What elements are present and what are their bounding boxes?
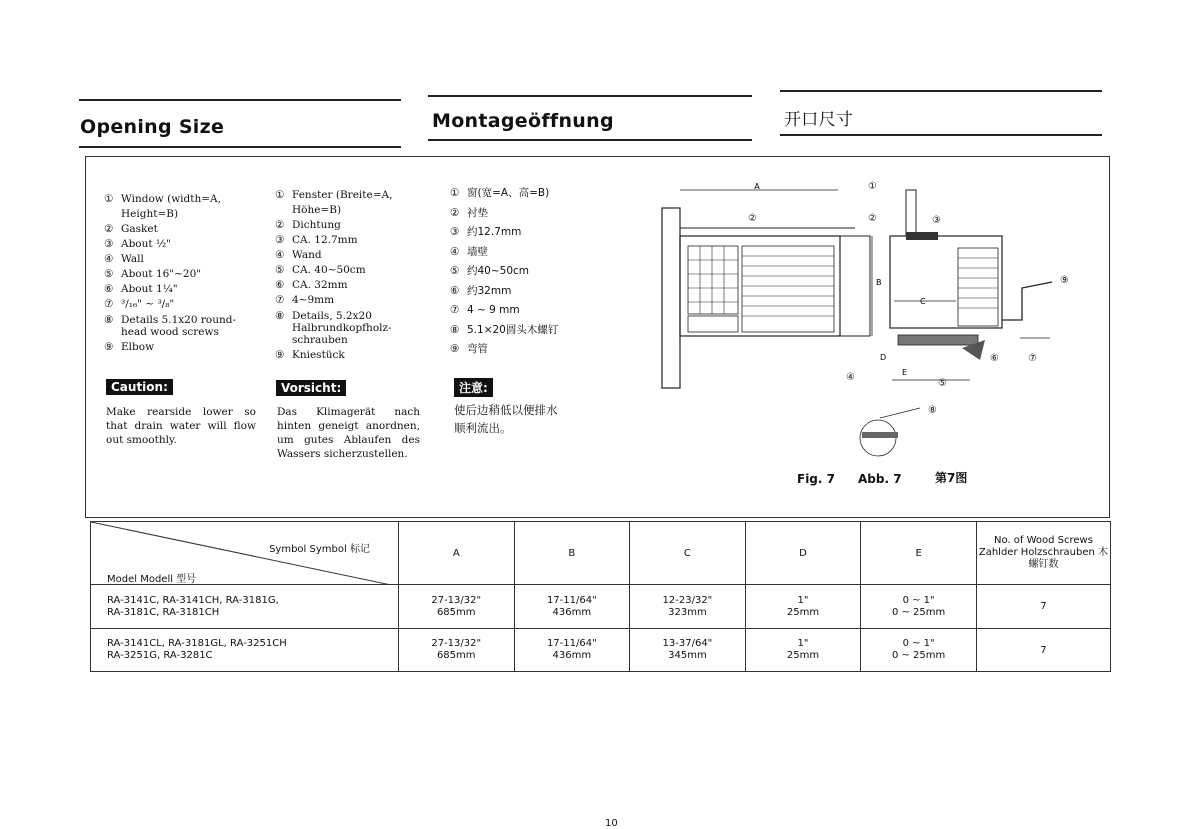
side-panel (840, 236, 870, 336)
dimension-d-label: D (880, 353, 887, 362)
front-grille (688, 246, 738, 314)
list-item: ① 窗(宽=A、高=B) (450, 187, 550, 199)
caution-label-chinese: 注意: (454, 378, 493, 397)
list-item: ⑧ Details 5.1x20 round-head wood screws (104, 314, 237, 338)
list-item: ④ Wand (275, 249, 322, 261)
heading-english: Opening Size (80, 116, 225, 138)
chinese-parts-list (450, 184, 620, 360)
english-parts-list (104, 192, 254, 355)
rule-german-top (428, 95, 752, 97)
caution-label-english: Caution: (106, 379, 173, 395)
col-header-b: B (514, 522, 630, 585)
value-b: 17-11/64" 436mm (514, 585, 630, 629)
list-item: ⑥ 约32mm (450, 284, 512, 297)
caution-text-german: Das Klimagerät nach hinten geneigt anordnen, um gutes Ablaufen des Wassers sicherzustellen. (277, 406, 420, 460)
col-header-c: C (630, 522, 746, 585)
table-row (91, 629, 1111, 672)
list-item: ⑤ CA. 40~50cm (275, 264, 366, 276)
callout-1: ① (868, 181, 877, 192)
detail-leader (880, 408, 920, 418)
list-item: ② Gasket (104, 223, 158, 235)
rule-german-bottom (428, 139, 752, 141)
list-item: ⑨ 弯管 (450, 343, 488, 355)
dimensions-table (90, 521, 1111, 672)
list-item: ⑨ Kniestück (275, 349, 345, 361)
list-item: ⑥ CA. 32mm (275, 279, 348, 291)
rear-louver (958, 248, 998, 326)
gasket (906, 232, 938, 240)
value-screws: 7 (976, 585, 1110, 629)
list-item: ② 衬垫 (450, 206, 488, 219)
list-item: ⑨ Elbow (104, 341, 155, 353)
value-e: 0 ~ 1" 0 ~ 25mm (861, 629, 977, 672)
callout-5: ⑤ (938, 378, 947, 389)
model-cell: RA-3141CL, RA-3181GL, RA-3251CH RA-3251G, RA-3281C (91, 629, 399, 672)
header-diagonal-cell (91, 522, 399, 585)
control-panel (688, 316, 738, 332)
callout-8: ⑧ (928, 405, 937, 416)
value-c: 12-23/32" 323mm (630, 585, 746, 629)
figure-caption-chinese: 第7图 (935, 471, 968, 485)
list-item: ⑦ 4 ~ 9 mm (450, 304, 520, 316)
list-item: ⑤ 约40~50cm (450, 265, 530, 277)
callout-6: ⑥ (990, 353, 999, 364)
callout-4: ④ (846, 372, 855, 383)
value-a: 27-13/32" 685mm (398, 585, 514, 629)
elbow-pipe (1002, 282, 1052, 320)
list-item: ⑦ ³/₁₆" ~ ³/₈" (104, 298, 175, 310)
value-a: 27-13/32" 685mm (398, 629, 514, 672)
heading-chinese: 开口尺寸 (784, 110, 854, 130)
col-header-a: A (398, 522, 514, 585)
callout-7: ⑦ (1028, 353, 1037, 364)
dimension-c-label: C (920, 297, 926, 306)
col-header-d: D (745, 522, 861, 585)
wall (898, 335, 978, 345)
list-item: ③ About ½" (104, 238, 171, 250)
symbol-header: Symbol Symbol 标记 (269, 544, 370, 555)
detail-screw (862, 432, 898, 438)
callout-9: ⑨ (1060, 275, 1069, 286)
list-item: ① Window (width=A, Height=B) (104, 193, 221, 220)
list-item: ④ 墙壁 (450, 245, 488, 258)
unit-side-view (890, 236, 1002, 328)
value-d: 1" 25mm (745, 629, 861, 672)
dimension-b-label: B (876, 278, 882, 287)
list-item: ④ Wall (104, 253, 144, 265)
value-e: 0 ~ 1" 0 ~ 25mm (861, 585, 977, 629)
list-item: ⑤ About 16"~20" (104, 268, 202, 280)
list-item: ③ 约12.7mm (450, 226, 522, 238)
window-frame (662, 208, 680, 388)
table-row (91, 585, 1111, 629)
rule-english-top (79, 99, 401, 101)
figure-caption-english: Fig. 7 (797, 472, 835, 486)
col-header-screws: No. of Wood Screws Zahlder Holzschrauben 木螺钉数 (976, 522, 1110, 585)
installation-diagram (640, 170, 1090, 465)
value-c: 13-37/64" 345mm (630, 629, 746, 672)
louver-panel (742, 246, 834, 332)
rule-chinese-bottom (780, 134, 1102, 136)
caution-text-chinese: 使后边稍低以便排水顺利流出。 (454, 403, 558, 435)
list-item: ③ CA. 12.7mm (275, 234, 358, 246)
figure-caption-german: Abb. 7 (858, 472, 902, 486)
value-d: 1" 25mm (745, 585, 861, 629)
list-item: ② Dichtung (275, 219, 341, 231)
caution-label-german: Vorsicht: (276, 380, 346, 396)
table-header-row (91, 522, 1111, 585)
caution-text-english: Make rearside lower so that drain water will flow out smoothly. (106, 406, 256, 446)
list-item: ⑧ 5.1×20圆头木螺钉 (450, 323, 559, 336)
german-parts-list (275, 188, 425, 363)
rule-chinese-top (780, 90, 1102, 92)
dimension-e-label: E (902, 368, 908, 377)
callout-3: ③ (932, 215, 941, 226)
value-screws: 7 (976, 629, 1110, 672)
callout-2: ② (868, 213, 877, 224)
heading-german: Montageöffnung (432, 110, 614, 132)
dimension-a-label: A (754, 182, 760, 191)
page-number: 10 (605, 818, 618, 829)
rule-english-bottom (79, 146, 401, 148)
list-item: ⑦ 4~9mm (275, 294, 335, 306)
value-b: 17-11/64" 436mm (514, 629, 630, 672)
window-glass (906, 190, 916, 236)
list-item: ⑥ About 1¼" (104, 283, 178, 295)
model-header: Model Modell 型号 (107, 574, 197, 585)
model-cell: RA-3141C, RA-3141CH, RA-3181G, RA-3181C, RA-3181CH (91, 585, 399, 629)
list-item: ① Fenster (Breite=A, Höhe=B) (275, 189, 393, 216)
callout-2b: ② (748, 213, 757, 224)
col-header-e: E (861, 522, 977, 585)
list-item: ⑧ Details, 5.2x20 Halbrundkopfholz-schrauben (275, 310, 392, 346)
